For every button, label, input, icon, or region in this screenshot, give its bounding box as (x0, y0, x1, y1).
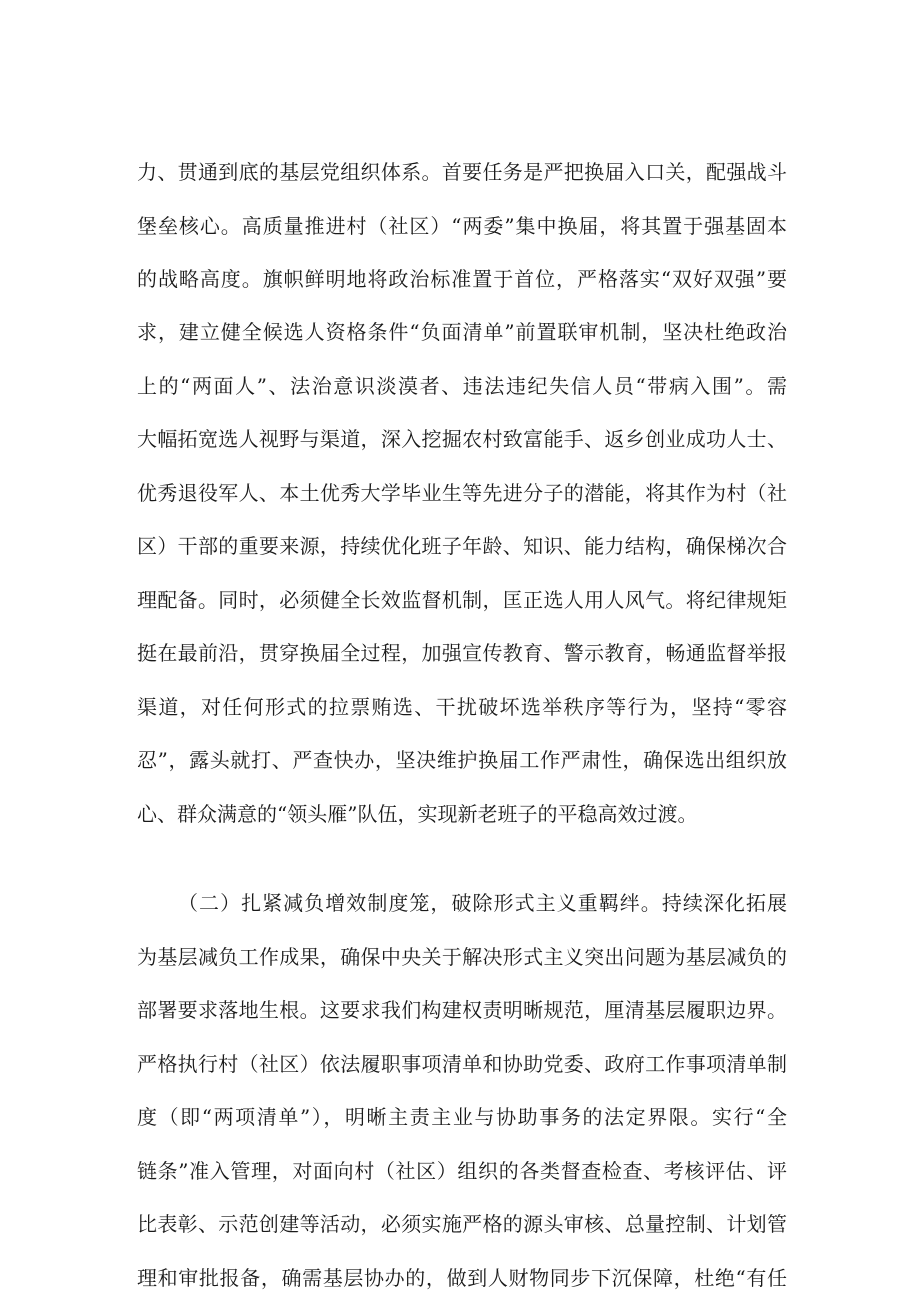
paragraph-line: 比表彰、示范创建等活动，必须实施严格的源头审核、总量控制、计划管 (137, 1212, 787, 1236)
paragraph-line: 挺在最前沿，贯穿换届全过程，加强宣传教育、警示教育，畅通监督举报 (137, 641, 787, 665)
paragraph-line: 堡垒核心。高质量推进村（社区）“两委”集中换届，将其置于强基固本 (137, 214, 787, 238)
paragraph-line: 为基层减负工作成果，确保中央关于解决形式主义突出问题为基层减负的 (137, 945, 787, 969)
paragraph-line: 部署要求落地生根。这要求我们构建权责明晰规范，厘清基层履职边界。 (137, 998, 787, 1022)
paragraph-line: 力、贯通到底的基层党组织体系。首要任务是严把换届入口关，配强战斗 (137, 160, 787, 184)
paragraph-line: 渠道，对任何形式的拉票贿选、干扰破坏选举秩序等行为，坚持“零容 (137, 695, 787, 719)
paragraph-line: （二）扎紧减负增效制度笼，破除形式主义重羁绊。持续深化拓展 (178, 891, 787, 915)
paragraph-line: 优秀退役军人、本土优秀大学毕业生等先进分子的潜能，将其作为村（社 (137, 481, 787, 505)
paragraph-line: 求，建立健全候选人资格条件“负面清单”前置联审机制，坚决杜绝政治 (137, 320, 787, 344)
paragraph-line: 链条”准入管理，对面向村（社区）组织的各类督查检查、考核评估、评 (137, 1159, 787, 1183)
paragraph-line: 心、群众满意的“领头雁”队伍，实现新老班子的平稳高效过渡。 (137, 802, 698, 826)
paragraph-line: 上的“两面人”、法治意识淡漠者、违法违纪失信人员“带病入围”。需 (137, 374, 787, 398)
paragraph-line: 度（即“两项清单”），明晰主责主业与协助事务的法定界限。实行“全 (137, 1105, 787, 1129)
paragraph-line: 大幅拓宽选人视野与渠道，深入挖掘农村致富能手、返乡创业成功人士、 (137, 427, 787, 451)
paragraph-line: 理配备。同时，必须健全长效监督机制，匡正选人用人风气。将纪律规矩 (137, 588, 787, 612)
paragraph-line: 严格执行村（社区）依法履职事项清单和协助党委、政府工作事项清单制 (137, 1052, 787, 1076)
paragraph-line: 忍”，露头就打、严查快办，坚决维护换届工作严肃性，确保选出组织放 (137, 748, 787, 772)
paragraph-line: 区）干部的重要来源，持续优化班子年龄、知识、能力结构，确保梯次合 (137, 534, 787, 558)
paragraph-line: 理和审批报备，确需基层协办的，做到人财物同步下沉保障，杜绝“有任 (137, 1266, 787, 1290)
paragraph-line: 的战略高度。旗帜鲜明地将政治标准置于首位，严格落实“双好双强”要 (137, 267, 787, 291)
